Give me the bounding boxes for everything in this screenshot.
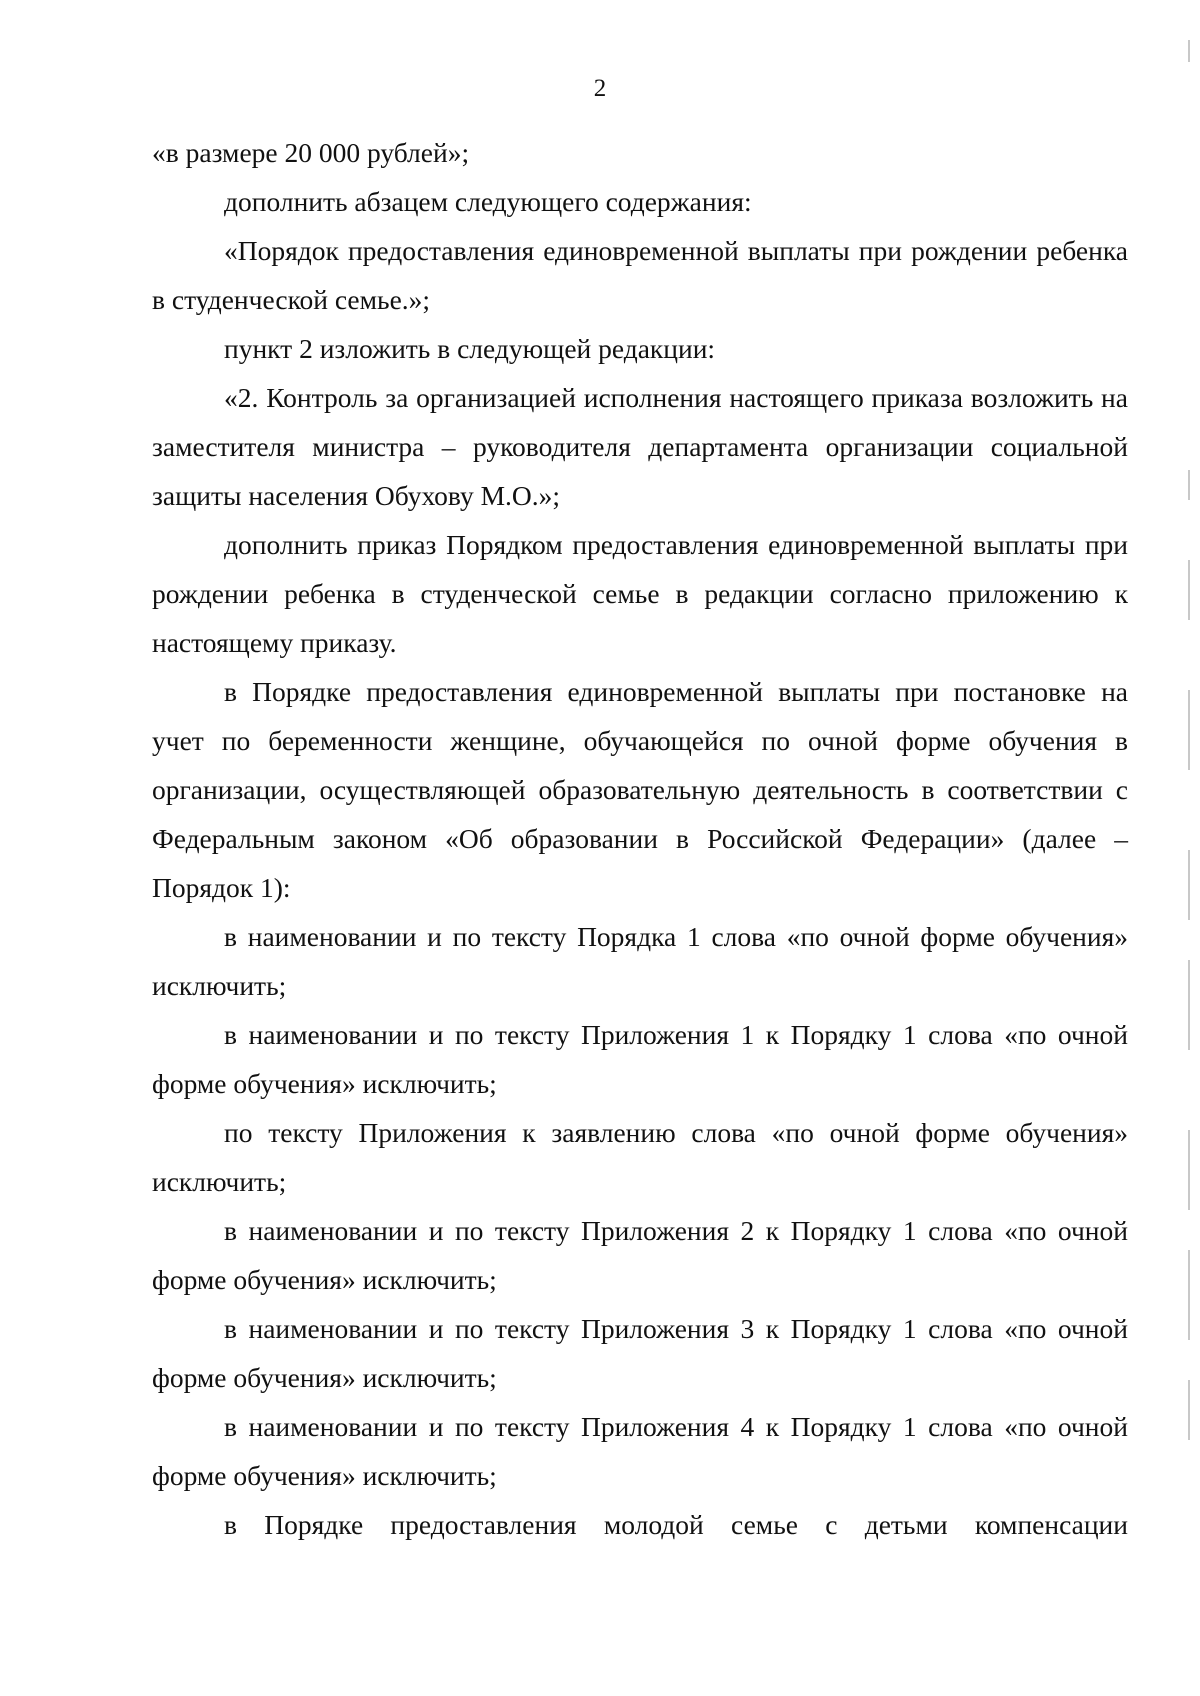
scan-mark (1188, 40, 1190, 62)
paragraph: пункт 2 изложить в следующей редакции: (224, 333, 716, 364)
paragraph: дополнить приказ Порядком предоставления единовременной выплаты при рождении ребенка в студенческой семье в редакции согласно приложению к настоящему приказу. (152, 529, 1128, 658)
paragraph: «в размере 20 000 рублей»; (152, 137, 470, 168)
document-body (152, 128, 1128, 1549)
scan-mark (1188, 470, 1190, 500)
scan-mark (1188, 690, 1190, 770)
scan-mark (1188, 1250, 1190, 1340)
paragraph: в наименовании и по тексту Порядка 1 слова «по очной форме обучения» исключить; (152, 921, 1128, 1001)
paragraph: в наименовании и по тексту Приложения 3 к Порядку 1 слова «по очной форме обучения» исключить; (152, 1313, 1128, 1393)
scan-mark (1188, 1380, 1190, 1440)
scan-mark (1188, 560, 1190, 620)
paragraph: в Порядке предоставления единовременной выплаты при постановке на учет по беременности женщине, обучающейся по очной форме обучения в организации, осуществляющей образовательную деятельность в соответствии с Федеральным законом «Об образовании в Российской Федерации» (далее – Порядок 1): (152, 676, 1128, 903)
paragraph: в наименовании и по тексту Приложения 1 к Порядку 1 слова «по очной форме обучения» исключить; (152, 1019, 1128, 1099)
paragraph: в наименовании и по тексту Приложения 2 к Порядку 1 слова «по очной форме обучения» исключить; (152, 1215, 1128, 1295)
page-number: 2 (593, 75, 607, 102)
scan-mark (1188, 1130, 1190, 1210)
paragraph: «Порядок предоставления единовременной выплаты при рождении ребенка в студенческой семье.»; (152, 235, 1128, 315)
paragraph: по тексту Приложения к заявлению слова «по очной форме обучения» исключить; (152, 1117, 1128, 1197)
paragraph: в Порядке предоставления молодой семье с детьми компенсации (224, 1509, 1128, 1540)
scan-mark (1188, 960, 1190, 1050)
paragraph: в наименовании и по тексту Приложения 4 к Порядку 1 слова «по очной форме обучения» исключить; (152, 1411, 1128, 1491)
scan-edge-marks (1188, 0, 1192, 1696)
paragraph: «2. Контроль за организацией исполнения настоящего приказа возложить на заместителя министра – руководителя департамента организации социальной защиты населения Обухову М.О.»; (152, 382, 1128, 511)
paragraph: дополнить абзацем следующего содержания: (224, 186, 752, 217)
scan-mark (1188, 850, 1190, 920)
